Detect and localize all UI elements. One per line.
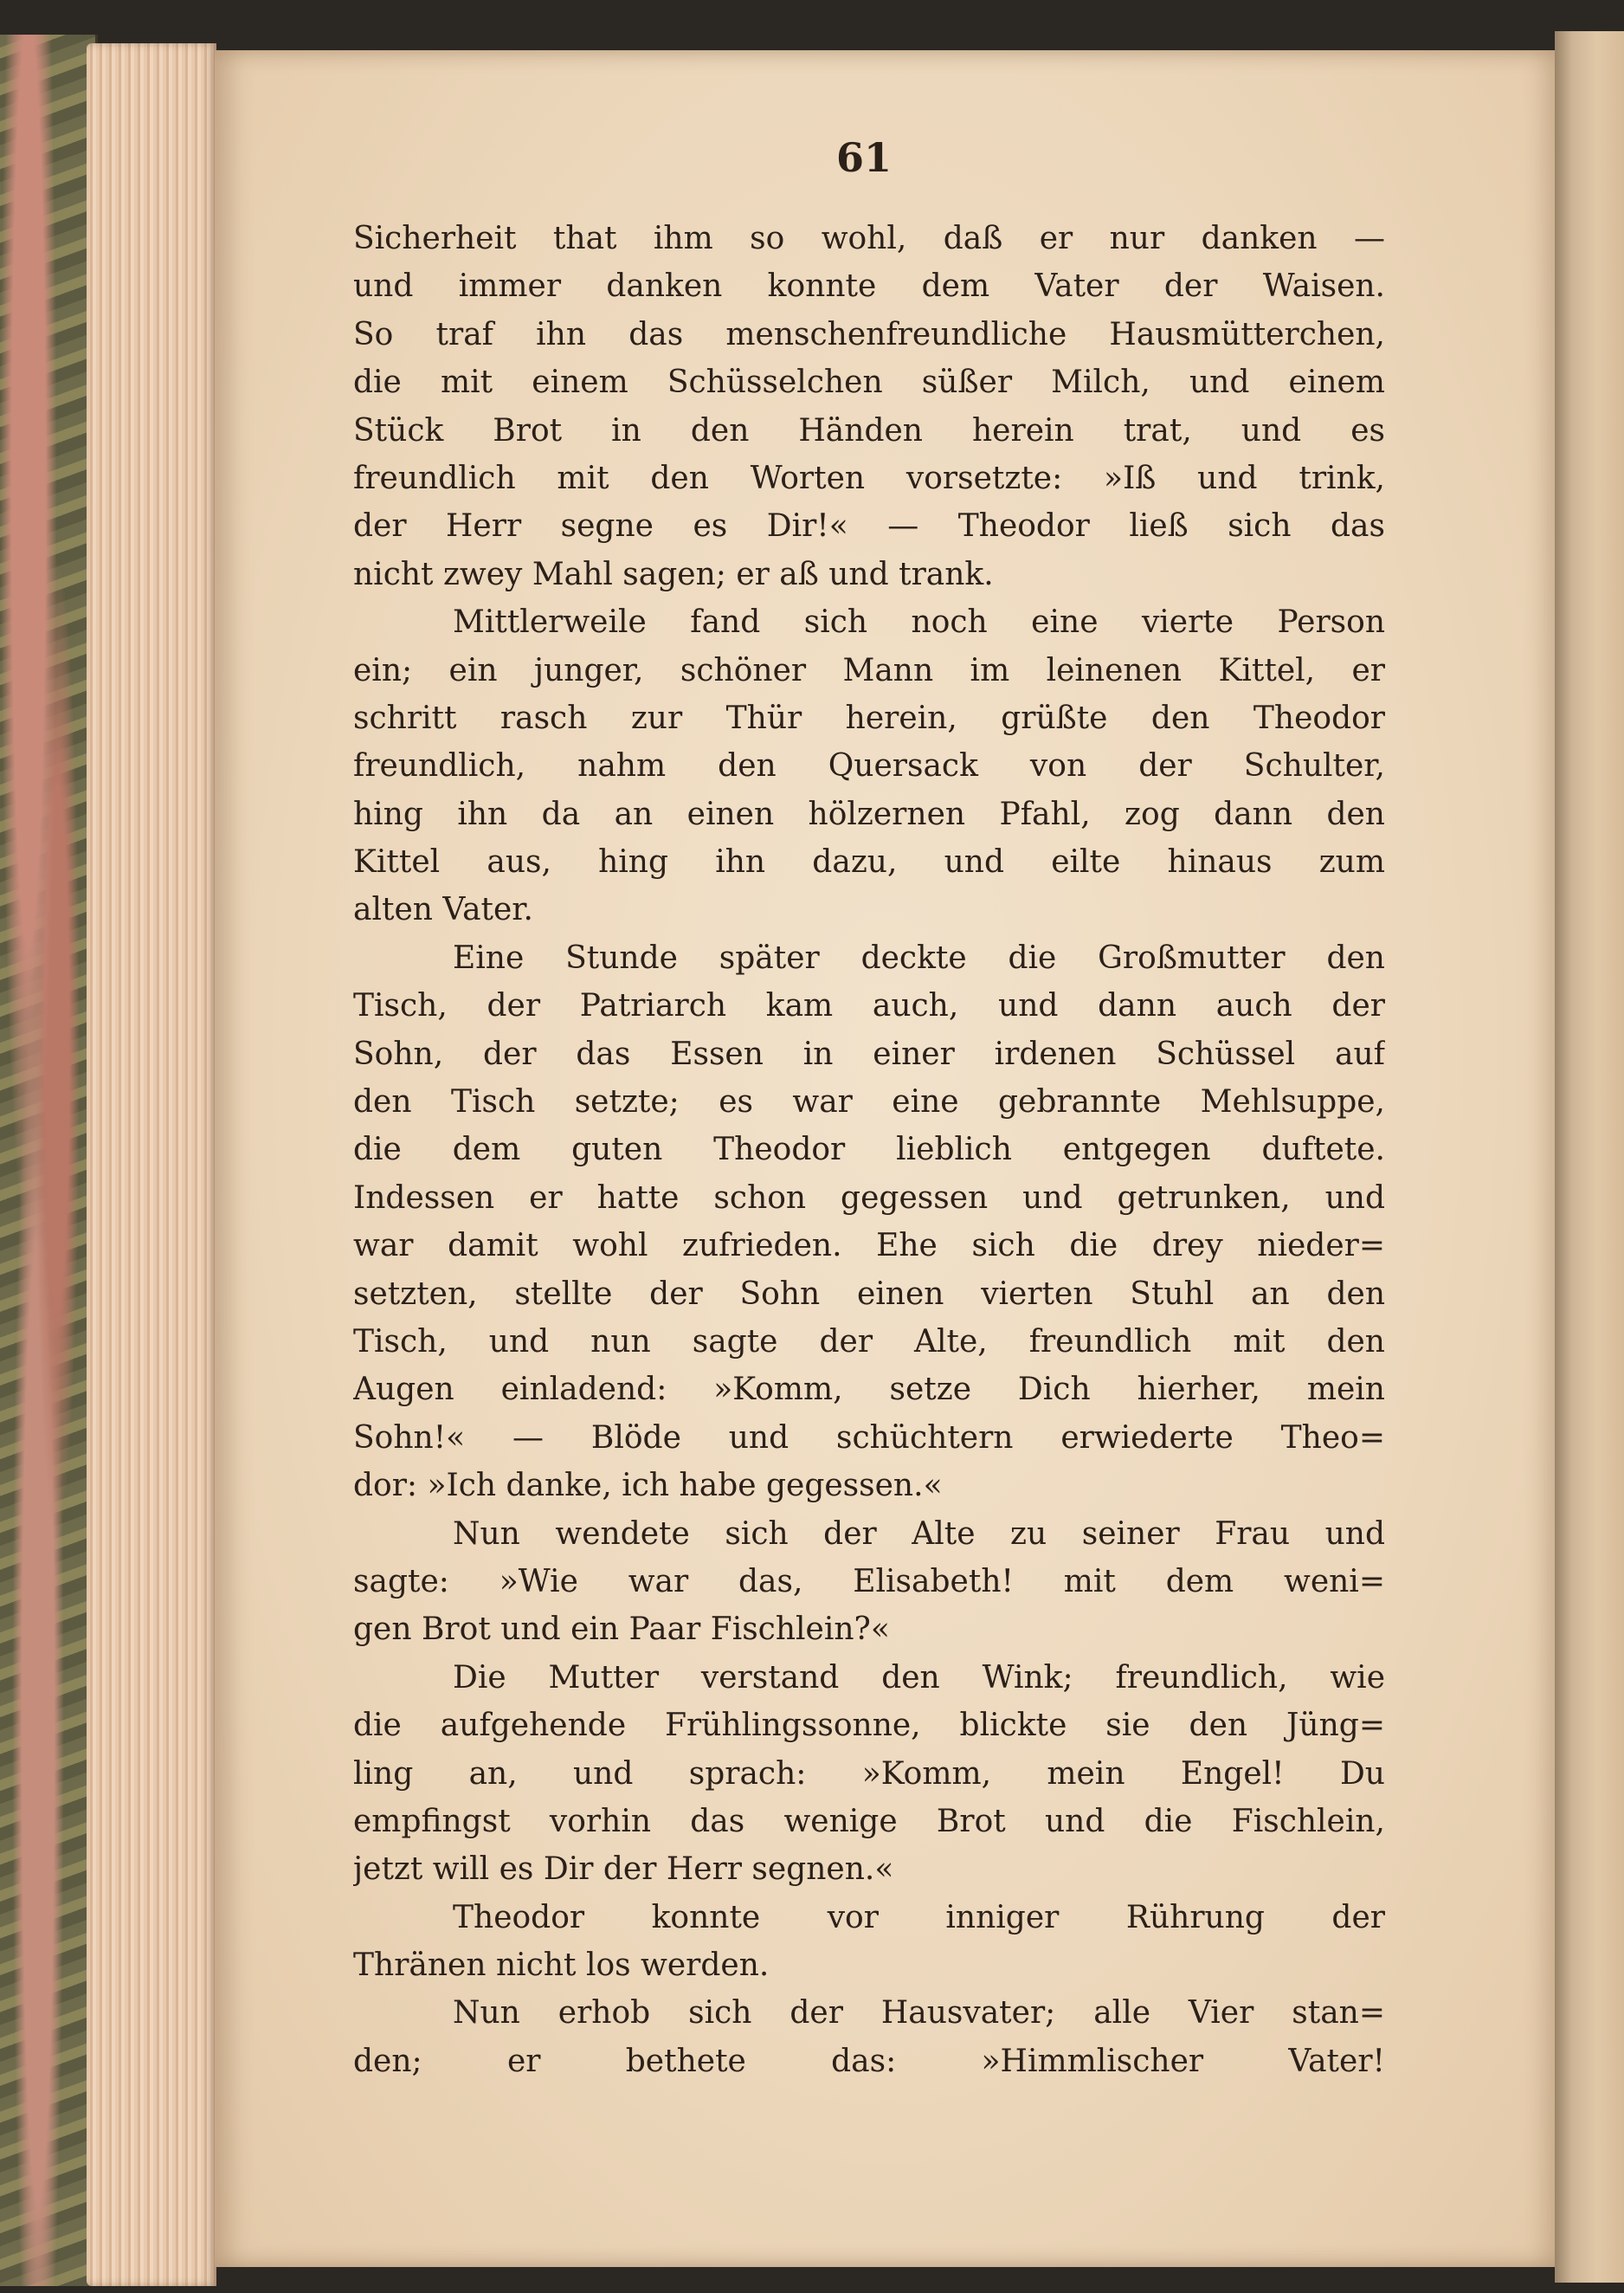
text-line: alten Vater.	[353, 892, 534, 928]
text-line: Sohn!« — Blöde und schüchtern erwiederte Theo=	[353, 1419, 1385, 1456]
text-line: Tisch, und nun sagte der Alte, freundlich mit den	[353, 1323, 1385, 1360]
page-number: 61	[835, 134, 892, 181]
text-line: den; er bethete das: »Himmlischer Vater!	[353, 2043, 1385, 2079]
text-line: nicht zwey Mahl sagen; er aß und trank.	[353, 556, 994, 592]
text-line: war damit wohl zufrieden. Ehe sich die drey nieder=	[353, 1228, 1385, 1264]
text-line: sagte: »Wie war das, Elisabeth! mit dem weni=	[353, 1563, 1385, 1599]
text-line: Indessen er hatte schon gegessen und getrunken, und	[353, 1179, 1385, 1216]
text-line: Die Mutter verstand den Wink; freundlich, wie	[453, 1659, 1385, 1696]
text-line: schritt rasch zur Thür herein, grüßte den Theodor	[353, 700, 1385, 736]
text-line: Sohn, der das Essen in einer irdenen Schüssel auf	[353, 1036, 1385, 1072]
text-line: Thränen nicht los werden.	[353, 1947, 770, 1984]
text-line: ein; ein junger, schöner Mann im leinenen Kittel, er	[353, 652, 1385, 688]
text-line: Sicherheit that ihm so wohl, daß er nur danken —	[353, 221, 1385, 256]
text-line: die aufgehende Frühlingssonne, blickte sie den Jüng=	[353, 1708, 1385, 1744]
text-line: Kittel aus, hing ihn dazu, und eilte hinaus zum	[353, 844, 1385, 881]
text-line: die mit einem Schüsselchen süßer Milch, und einem	[353, 365, 1385, 401]
text-line: So traf ihn das menschenfreundliche Hausmütterchen,	[353, 316, 1385, 352]
marbled-cover	[0, 35, 98, 2286]
text-line: Nun erhob sich der Hausvater; alle Vier stan=	[453, 1995, 1385, 2031]
text-line: die dem guten Theodor lieblich entgegen duftete.	[353, 1132, 1385, 1168]
text-line: setzten, stellte der Sohn einen vierten Stuhl an den	[353, 1276, 1385, 1312]
text-line: empfingst vorhin das wenige Brot und die Fischlein,	[353, 1803, 1385, 1839]
text-line: jetzt will es Dir der Herr segnen.«	[353, 1851, 894, 1888]
next-page-edge	[1555, 31, 1624, 2283]
text-line: gen Brot und ein Paar Fischlein?«	[353, 1612, 890, 1648]
body-text	[353, 215, 1385, 2085]
text-line: Mittlerweile fand sich noch eine vierte Person	[453, 604, 1385, 641]
text-line: Tisch, der Patriarch kam auch, und dann auch der	[353, 988, 1385, 1024]
text-line: Theodor konnte vor inniger Rührung der	[453, 1899, 1385, 1935]
text-line: freundlich, nahm den Quersack von der Schulter,	[353, 748, 1385, 785]
text-line: ling an, und sprach: »Komm, mein Engel! Du	[353, 1755, 1385, 1792]
text-line: Eine Stunde später deckte die Großmutter den	[453, 940, 1385, 976]
text-line: hing ihn da an einen hölzernen Pfahl, zog dann den	[353, 796, 1385, 832]
page-edges	[87, 43, 216, 2286]
text-line: Nun wendete sich der Alte zu seiner Frau und	[453, 1515, 1385, 1552]
text-line: freundlich mit den Worten vorsetzte: »Iß und trink,	[353, 460, 1385, 496]
text-line: dor: »Ich danke, ich habe gegessen.«	[353, 1468, 943, 1504]
text-line: Stück Brot in den Händen herein trat, und es	[353, 412, 1385, 449]
text-line: und immer danken konnte dem Vater der Waisen.	[353, 268, 1385, 305]
text-line: Augen einladend: »Komm, setze Dich hierher, mein	[353, 1372, 1385, 1408]
text-line: der Herr segne es Dir!« — Theodor ließ sich das	[353, 508, 1385, 545]
text-line: den Tisch setzte; es war eine gebrannte Mehlsuppe,	[353, 1084, 1385, 1121]
